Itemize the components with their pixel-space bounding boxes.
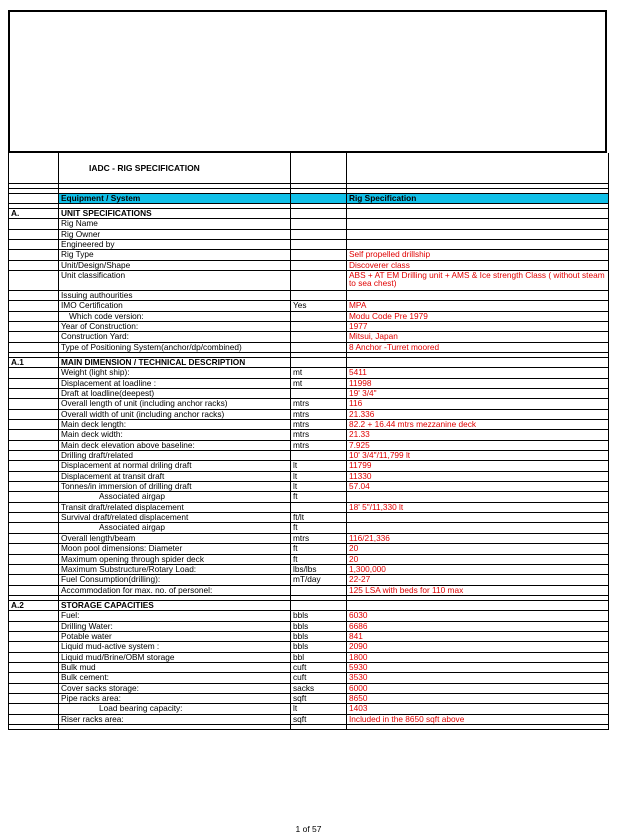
row-unit [291, 250, 347, 260]
row-unit [291, 585, 347, 595]
row-value: 1800 [347, 652, 609, 662]
row-value: 8 Anchor -Turret moored [347, 342, 609, 352]
row-value: 11799 [347, 461, 609, 471]
section-code: A. [9, 208, 59, 218]
row-value [347, 513, 609, 523]
row-label: Rig Type [59, 250, 291, 260]
row-label: Rig Owner [59, 229, 291, 239]
table-row [9, 673, 609, 683]
row-unit [291, 332, 347, 342]
row-label: Rig Name [59, 219, 291, 229]
document-header-box [8, 10, 607, 153]
table-row [9, 409, 609, 419]
row-unit: mtrs [291, 430, 347, 440]
row-label: Fuel: [59, 611, 291, 621]
row-unit: bbl [291, 652, 347, 662]
row-label: Liquid mud/Brine/OBM storage [59, 652, 291, 662]
row-value: 82.2 + 16.44 mtrs mezzanine deck [347, 420, 609, 430]
table-row [9, 631, 609, 641]
row-unit: mtrs [291, 409, 347, 419]
row-unit [291, 219, 347, 229]
table-row [9, 342, 609, 352]
table-row [9, 621, 609, 631]
row-unit: sqft [291, 714, 347, 724]
table-row [9, 389, 609, 399]
row-value: 6000 [347, 683, 609, 693]
table-row [9, 611, 609, 621]
row-label: Transit draft/related displacement [59, 502, 291, 512]
table-row [9, 564, 609, 574]
table-row [9, 399, 609, 409]
row-label: Bulk mud [59, 662, 291, 672]
row-label: Main deck elevation above baseline: [59, 440, 291, 450]
section-heading: UNIT SPECIFICATIONS [59, 208, 291, 218]
row-label: Load bearing capacity: [59, 704, 291, 714]
row-value [347, 229, 609, 239]
table-row [9, 652, 609, 662]
row-unit [291, 229, 347, 239]
table-row [9, 290, 609, 300]
row-value: 125 LSA with beds for 110 max [347, 585, 609, 595]
row-unit: lt [291, 471, 347, 481]
row-unit: mt [291, 368, 347, 378]
table-row [9, 585, 609, 595]
table-row [9, 544, 609, 554]
spacer-row [9, 725, 609, 730]
row-unit: Yes [291, 301, 347, 311]
table-row [9, 554, 609, 564]
section-heading-row [9, 357, 609, 367]
row-value: Self propelled drillship [347, 250, 609, 260]
row-unit: ft [291, 523, 347, 533]
equipment-column-header: Equipment / System [59, 193, 291, 203]
row-label: Cover sacks storage: [59, 683, 291, 693]
row-unit: cuft [291, 673, 347, 683]
table-row [9, 523, 609, 533]
spec-column-header: Rig Specification [347, 193, 609, 203]
table-row [9, 430, 609, 440]
row-unit: mt [291, 378, 347, 388]
row-unit: mT/day [291, 575, 347, 585]
row-value: 20 [347, 554, 609, 564]
row-value: 2090 [347, 642, 609, 652]
row-value: 8650 [347, 693, 609, 703]
row-label: Overall width of unit (including anchor racks) [59, 409, 291, 419]
row-value: Discoverer class [347, 260, 609, 270]
row-label: Type of Positioning System(anchor/dp/combined) [59, 342, 291, 352]
row-value: Mitsui, Japan [347, 332, 609, 342]
row-unit: mtrs [291, 420, 347, 430]
section-heading-row [9, 600, 609, 610]
section-heading-row [9, 208, 609, 218]
table-row [9, 513, 609, 523]
row-value: 21.33 [347, 430, 609, 440]
row-unit [291, 290, 347, 300]
row-unit: lt [291, 482, 347, 492]
row-label: Fuel Consumption(drilling): [59, 575, 291, 585]
row-unit: mtrs [291, 399, 347, 409]
row-value: Included in the 8650 sqft above [347, 714, 609, 724]
table-row [9, 502, 609, 512]
row-unit: bbls [291, 621, 347, 631]
row-value: MPA [347, 301, 609, 311]
row-unit: cuft [291, 662, 347, 672]
row-value: 1403 [347, 704, 609, 714]
table-row [9, 704, 609, 714]
row-label: Unit/Design/Shape [59, 260, 291, 270]
row-label: Potable water [59, 631, 291, 641]
row-unit [291, 321, 347, 331]
table-row [9, 378, 609, 388]
row-label: Main deck length: [59, 420, 291, 430]
title-row [9, 153, 609, 183]
row-label: Unit classification [59, 270, 291, 290]
row-value: 11998 [347, 378, 609, 388]
row-label: Issuing authourities [59, 290, 291, 300]
row-unit: sqft [291, 693, 347, 703]
table-row [9, 301, 609, 311]
row-label: Overall length/beam [59, 533, 291, 543]
row-label: Overall length of unit (including anchor racks) [59, 399, 291, 409]
document-title: IADC - RIG SPECIFICATION [59, 153, 291, 183]
row-label: Tonnes/in immersion of drilling draft [59, 482, 291, 492]
table-row [9, 533, 609, 543]
row-value: 10' 3/4"/11,799 lt [347, 451, 609, 461]
section-code: A.2 [9, 600, 59, 610]
table-row [9, 575, 609, 585]
table-row [9, 451, 609, 461]
row-unit: lt [291, 704, 347, 714]
row-value: 1977 [347, 321, 609, 331]
row-unit [291, 311, 347, 321]
row-value: 19' 3/4" [347, 389, 609, 399]
row-value: 3530 [347, 673, 609, 683]
table-row [9, 714, 609, 724]
row-label: Maximum Substructure/Rotary Load: [59, 564, 291, 574]
row-unit: bbls [291, 642, 347, 652]
row-value: 11330 [347, 471, 609, 481]
row-unit: bbls [291, 631, 347, 641]
row-value: 1,300,000 [347, 564, 609, 574]
row-label: Displacement at normal driling draft [59, 461, 291, 471]
row-unit: lbs/lbs [291, 564, 347, 574]
table-row [9, 693, 609, 703]
section-heading: STORAGE CAPACITIES [59, 600, 291, 610]
column-header-row [9, 193, 609, 203]
row-value: 18' 5"/11,330 lt [347, 502, 609, 512]
row-label: Riser racks area: [59, 714, 291, 724]
row-label: Bulk cement: [59, 673, 291, 683]
page-number: 1 of 57 [295, 824, 322, 834]
row-unit: lt [291, 461, 347, 471]
row-unit: ft/lt [291, 513, 347, 523]
row-value [347, 523, 609, 533]
row-value: 7.925 [347, 440, 609, 450]
row-value [347, 239, 609, 249]
section-code: A.1 [9, 357, 59, 367]
row-value: 116/21,336 [347, 533, 609, 543]
row-value: 841 [347, 631, 609, 641]
row-unit [291, 451, 347, 461]
table-row [9, 270, 609, 290]
row-label: Drilling draft/related [59, 451, 291, 461]
table-row [9, 332, 609, 342]
row-label: Displacement at transit draft [59, 471, 291, 481]
section-heading: MAIN DIMENSION / TECHNICAL DESCRIPTION [59, 357, 291, 367]
row-value: 57.04 [347, 482, 609, 492]
row-unit: ft [291, 544, 347, 554]
row-unit [291, 389, 347, 399]
row-label: Weight (light ship): [59, 368, 291, 378]
row-label: Pipe racks area: [59, 693, 291, 703]
row-label: Associated airgap [59, 523, 291, 533]
row-value: ABS + AT EM Drilling unit + AMS & Ice strength Class ( without steam to sea chest) [347, 270, 609, 290]
row-value [347, 492, 609, 502]
table-row [9, 482, 609, 492]
table-row [9, 239, 609, 249]
row-unit [291, 239, 347, 249]
table-row [9, 311, 609, 321]
table-row [9, 420, 609, 430]
row-label: Displacement at loadline : [59, 378, 291, 388]
table-row [9, 368, 609, 378]
table-row [9, 662, 609, 672]
row-value: 6686 [347, 621, 609, 631]
row-label: Associated airgap [59, 492, 291, 502]
row-value: 21.336 [347, 409, 609, 419]
row-value: Modu Code Pre 1979 [347, 311, 609, 321]
table-row [9, 461, 609, 471]
row-value: 5930 [347, 662, 609, 672]
row-value: 22-27 [347, 575, 609, 585]
row-label: Liquid mud-active system : [59, 642, 291, 652]
row-label: Survival draft/related displacement [59, 513, 291, 523]
table-row [9, 321, 609, 331]
table-row [9, 260, 609, 270]
row-unit [291, 260, 347, 270]
rig-spec-table [8, 153, 609, 730]
row-label: Accommodation for max. no. of personel: [59, 585, 291, 595]
row-label: Drilling Water: [59, 621, 291, 631]
row-unit: ft [291, 492, 347, 502]
row-unit: mtrs [291, 440, 347, 450]
row-value: 6030 [347, 611, 609, 621]
row-unit: mtrs [291, 533, 347, 543]
row-unit [291, 342, 347, 352]
table-row [9, 683, 609, 693]
row-label: Construction Yard: [59, 332, 291, 342]
row-label: Engineered by [59, 239, 291, 249]
table-row [9, 219, 609, 229]
row-value: 20 [347, 544, 609, 554]
row-label: Which code version: [59, 311, 291, 321]
row-unit: bbls [291, 611, 347, 621]
row-label: Maximum opening through spider deck [59, 554, 291, 564]
row-value: 116 [347, 399, 609, 409]
row-label: Year of Construction: [59, 321, 291, 331]
row-unit: ft [291, 554, 347, 564]
row-value [347, 219, 609, 229]
row-label: Main deck width: [59, 430, 291, 440]
row-unit [291, 270, 347, 290]
table-row [9, 642, 609, 652]
table-row [9, 471, 609, 481]
table-row [9, 229, 609, 239]
table-row [9, 492, 609, 502]
row-label: IMO Certification [59, 301, 291, 311]
row-unit [291, 502, 347, 512]
row-unit: sacks [291, 683, 347, 693]
row-value [347, 290, 609, 300]
row-label: Moon pool dimensions: Diameter [59, 544, 291, 554]
row-value: 5411 [347, 368, 609, 378]
table-row [9, 250, 609, 260]
table-row [9, 440, 609, 450]
row-label: Draft at loadline(deepest) [59, 389, 291, 399]
